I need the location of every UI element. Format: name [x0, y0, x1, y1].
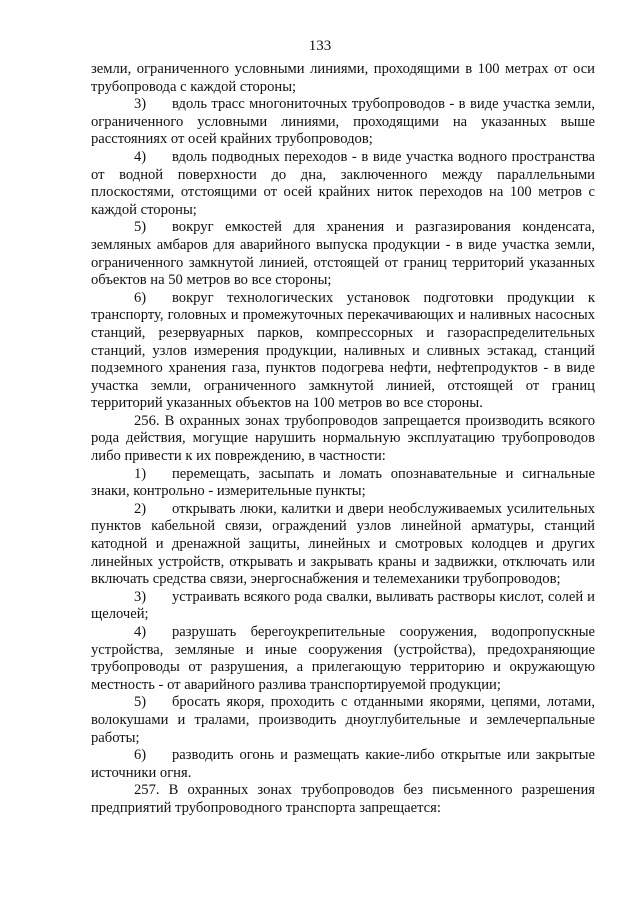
item-text: бросать якоря, проходить с отданными якорями, цепями, лотами, волокушами и тралами, производить дноуглубительные и землечерпальные работы;	[91, 694, 595, 746]
clause-text: 256. В охранных зонах трубопроводов запрещается производить всякого рода действия, могущие нарушить нормальную эксплуатацию трубопроводов либо привести к их повреждению, в частности:	[91, 412, 595, 465]
clause-257	[91, 782, 595, 817]
item-text: вдоль подводных переходов - в виде участка водного пространства от водной поверхности до дна, заключенного между параллельными плоскостями, отстоящими от осей крайних ниток переходов на 100 метров с каждой стороны;	[91, 148, 595, 218]
list-item-1	[91, 466, 595, 501]
item-number: 6)	[134, 289, 147, 306]
item-number: 1)	[134, 465, 147, 482]
list-item-4	[91, 149, 595, 219]
item-number: 3)	[134, 96, 147, 113]
list-item-3b	[91, 589, 595, 624]
page-number: 133	[308, 38, 332, 54]
clause-256	[91, 413, 595, 466]
item-number: 5)	[134, 219, 147, 236]
list-item-6	[91, 290, 595, 413]
item-number: 6)	[134, 747, 147, 764]
list-item-2	[91, 501, 595, 589]
item-text: открывать люки, калитки и двери необслуживаемых усилительных пунктов кабельной связи, ограждений узлов линейной арматуры, станций катодной и дренажной защиты, линейных и смотровых колодцев и других линейных устройств, открывать и закрывать краны и задвижки, отключать или включать средства связи, энергоснабжения и телемеханики трубопроводов;	[91, 500, 595, 588]
item-number: 2)	[134, 500, 147, 517]
item-text: разводить огонь и размещать какие-либо открытые или закрытые источники огня.	[91, 747, 595, 781]
item-text: перемещать, засыпать и ломать опознавательные и сигнальные знаки, контрольно - измерительные пункты;	[91, 465, 595, 500]
item-number: 4)	[134, 148, 147, 165]
item-text: вокруг технологических установок подготовки продукции к транспорту, головных и промежуточных перекачивающих и наливных насосных станций, резервуарных парков, компрессорных и газораспределительных станций, узлов измерения продукции, наливных и сливных эстакад, станций подземного хранения газа, пунктов подогрева нефти, нефтепродуктов - в виде участка земли, ограниченного замкнутой линией, отстоящей от границ территорий указанных объектов на 100 метров во все стороны.	[91, 289, 595, 412]
list-item-6b	[91, 747, 595, 782]
item-text: вдоль трасс многониточных трубопроводов - в виде участка земли, ограниченного условными линиями, проходящими на указанных выше расстояниях от осей крайних трубопроводов;	[91, 96, 595, 148]
clause-text: 257. В охранных зонах трубопроводов без письменного разрешения предприятий трубопроводного транспорта запрещается:	[91, 782, 595, 816]
document-body	[91, 61, 595, 818]
paragraph-text: земли, ограниченного условными линиями, проходящими в 100 метрах от оси трубопровода с каждой стороны;	[91, 61, 595, 95]
list-item-5	[91, 219, 595, 289]
item-number: 3)	[134, 588, 147, 605]
item-number: 4)	[134, 624, 147, 640]
item-text: вокруг емкостей для хранения и разгазирования конденсата, земляных амбаров для аварийного выпуска продукции - в виде участка земли, ограниченного замкнутой линией, отстоящей от границ территорий указанных объектов на 50 метров во все стороны;	[91, 219, 595, 289]
list-item-4b	[91, 624, 595, 694]
paragraph-continuation	[91, 61, 595, 96]
list-item-5b	[91, 694, 595, 747]
item-text: устраивать всякого рода свалки, выливать растворы кислот, солей и щелочей;	[91, 588, 595, 623]
item-text: разрушать берегоукрепительные сооружения, водопропускные устройства, земляные и иные сооружения (устройства), предохраняющие трубопроводы от разрушения, а прилегающую территорию и окружающую местность - от аварийного разлива транспортируемой продукции;	[91, 624, 595, 693]
item-number: 5)	[134, 694, 147, 711]
list-item-3	[91, 96, 595, 149]
